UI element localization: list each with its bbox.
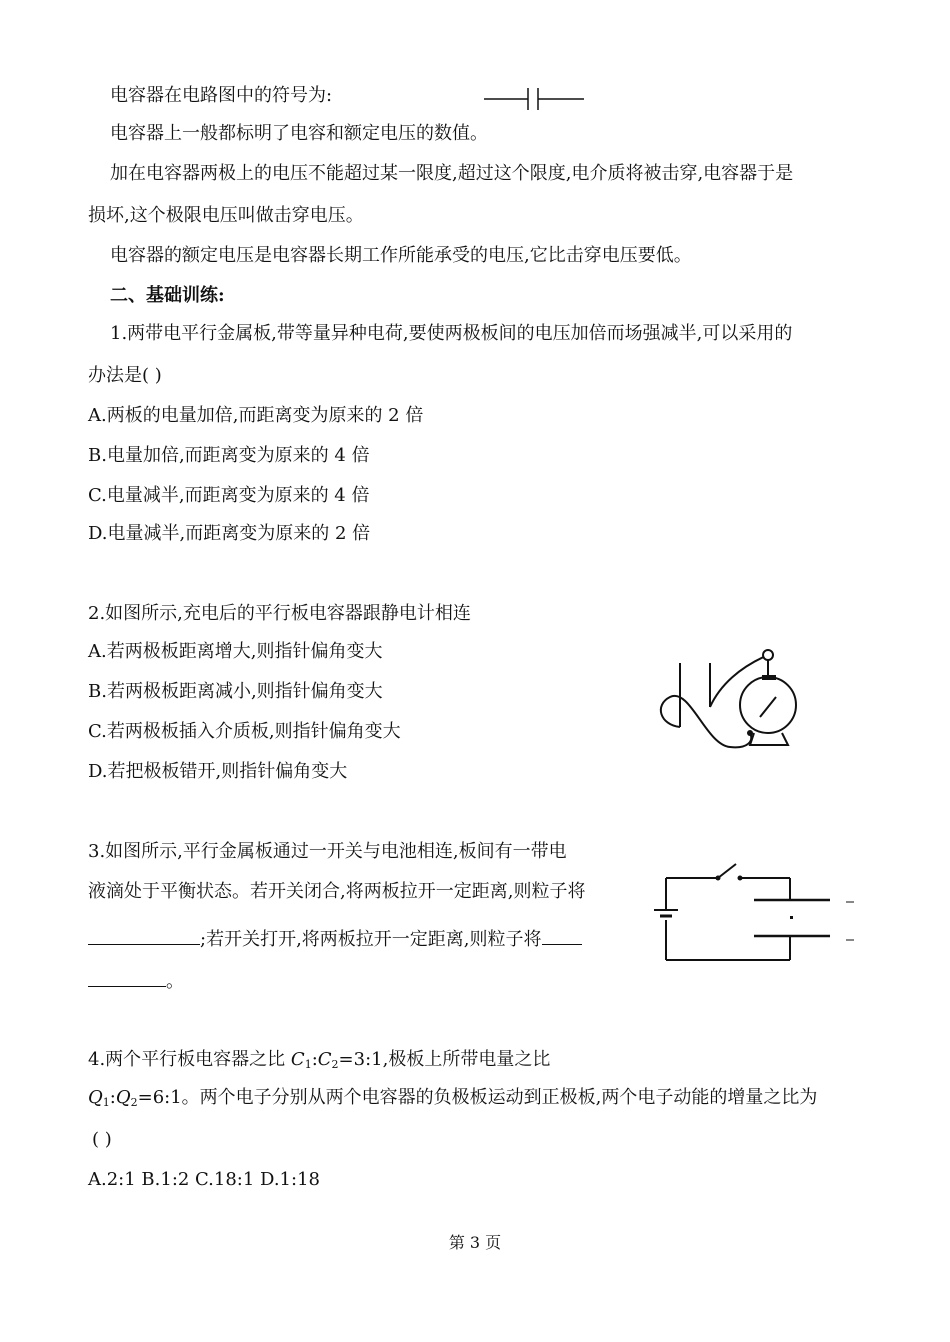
q2-option-d: D.若把极板错开,则指针偏角变大 — [88, 761, 348, 782]
q1-option-a: A.两板的电量加倍,而距离变为原来的 2 倍 — [88, 405, 424, 426]
c1-symbol: C — [290, 1049, 305, 1070]
q2-option-b: B.若两极板距离减小,则指针偏角变大 — [88, 681, 383, 702]
answer-blank-2b[interactable] — [88, 968, 166, 987]
page-number: 第 3 页 — [448, 1233, 502, 1252]
intro-line-4: 电容器的额定电压是电容器长期工作所能承受的电压,它比击穿电压要低。 — [110, 245, 692, 266]
q3-line-1: 3.如图所示,平行金属板通过一开关与电池相连,板间有一带电 — [88, 841, 567, 862]
q1-option-c: C.电量减半,而距离变为原来的 4 倍 — [88, 485, 370, 506]
q1-option-d: D.电量减半,而距离变为原来的 2 倍 — [88, 523, 371, 544]
q4-colon: : — [311, 1049, 318, 1070]
q4-line-2 — [88, 1086, 817, 1115]
q2-stem: 2.如图所示,充电后的平行板电容器跟静电计相连 — [88, 603, 471, 624]
q4-options: A.2:1 B.1:2 C.18:1 D.1:18 — [88, 1169, 320, 1190]
q1-stem-b: 办法是( ) — [88, 365, 162, 386]
q2-symbol: Q — [115, 1087, 131, 1108]
intro-line-2: 电容器上一般都标明了电容和额定电压的数值。 — [110, 123, 488, 144]
capacitor-symbol-icon — [484, 86, 586, 110]
intro-line-3a: 加在电容器两极上的电压不能超过某一限度,超过这个限度,电介质将被击穿,电容器于是 — [110, 163, 794, 184]
q3-line-4-end: 。 — [166, 971, 184, 992]
section-title: 二、基础训练: — [110, 285, 225, 306]
answer-blank-2a[interactable] — [542, 926, 582, 945]
q3-line-3 — [88, 926, 582, 952]
q4-line-1 — [88, 1048, 550, 1077]
q3-line-2: 液滴处于平衡状态。若开关闭合,将两板拉开一定距离,则粒子将 — [88, 881, 586, 902]
q4-line-3: ( ) — [92, 1129, 112, 1150]
q4-c-ratio: =3:1,极板上所带电量之比 — [338, 1049, 551, 1070]
c1-subscript: 1 — [304, 1058, 312, 1071]
circuit-figure — [650, 858, 860, 968]
q2-option-c: C.若两极板插入介质板,则指针偏角变大 — [88, 721, 401, 742]
q2-option-a: A.若两极板距离增大,则指针偏角变大 — [88, 641, 383, 662]
q3-line-4 — [88, 968, 184, 994]
capacitor-symbol-text: 电容器在电路图中的符号为: — [110, 85, 333, 106]
q4-colon-2: : — [109, 1087, 116, 1108]
q2-subscript: 2 — [130, 1096, 138, 1109]
q4-line-1-pre: 4.两个平行板电容器之比 — [88, 1049, 291, 1070]
c2-symbol: C — [317, 1049, 332, 1070]
answer-blank-1[interactable] — [88, 926, 200, 945]
q1-subscript: 1 — [102, 1096, 110, 1109]
q1-option-b: B.电量加倍,而距离变为原来的 4 倍 — [88, 445, 370, 466]
q1-stem-a: 1.两带电平行金属板,带等量异种电荷,要使两极板间的电压加倍而场强减半,可以采用的 — [110, 323, 793, 344]
intro-line-3b: 损坏,这个极限电压叫做击穿电压。 — [88, 205, 364, 226]
c2-subscript: 2 — [331, 1058, 339, 1071]
q1-symbol: Q — [88, 1087, 103, 1108]
electrometer-figure — [650, 645, 810, 765]
q3-line-3-text: ;若开关打开,将两板拉开一定距离,则粒子将 — [200, 929, 542, 950]
q4-line-2-rest: =6:1。两个电子分别从两个电容器的负极板运动到正极板,两个电子动能的增量之比为 — [137, 1087, 818, 1108]
